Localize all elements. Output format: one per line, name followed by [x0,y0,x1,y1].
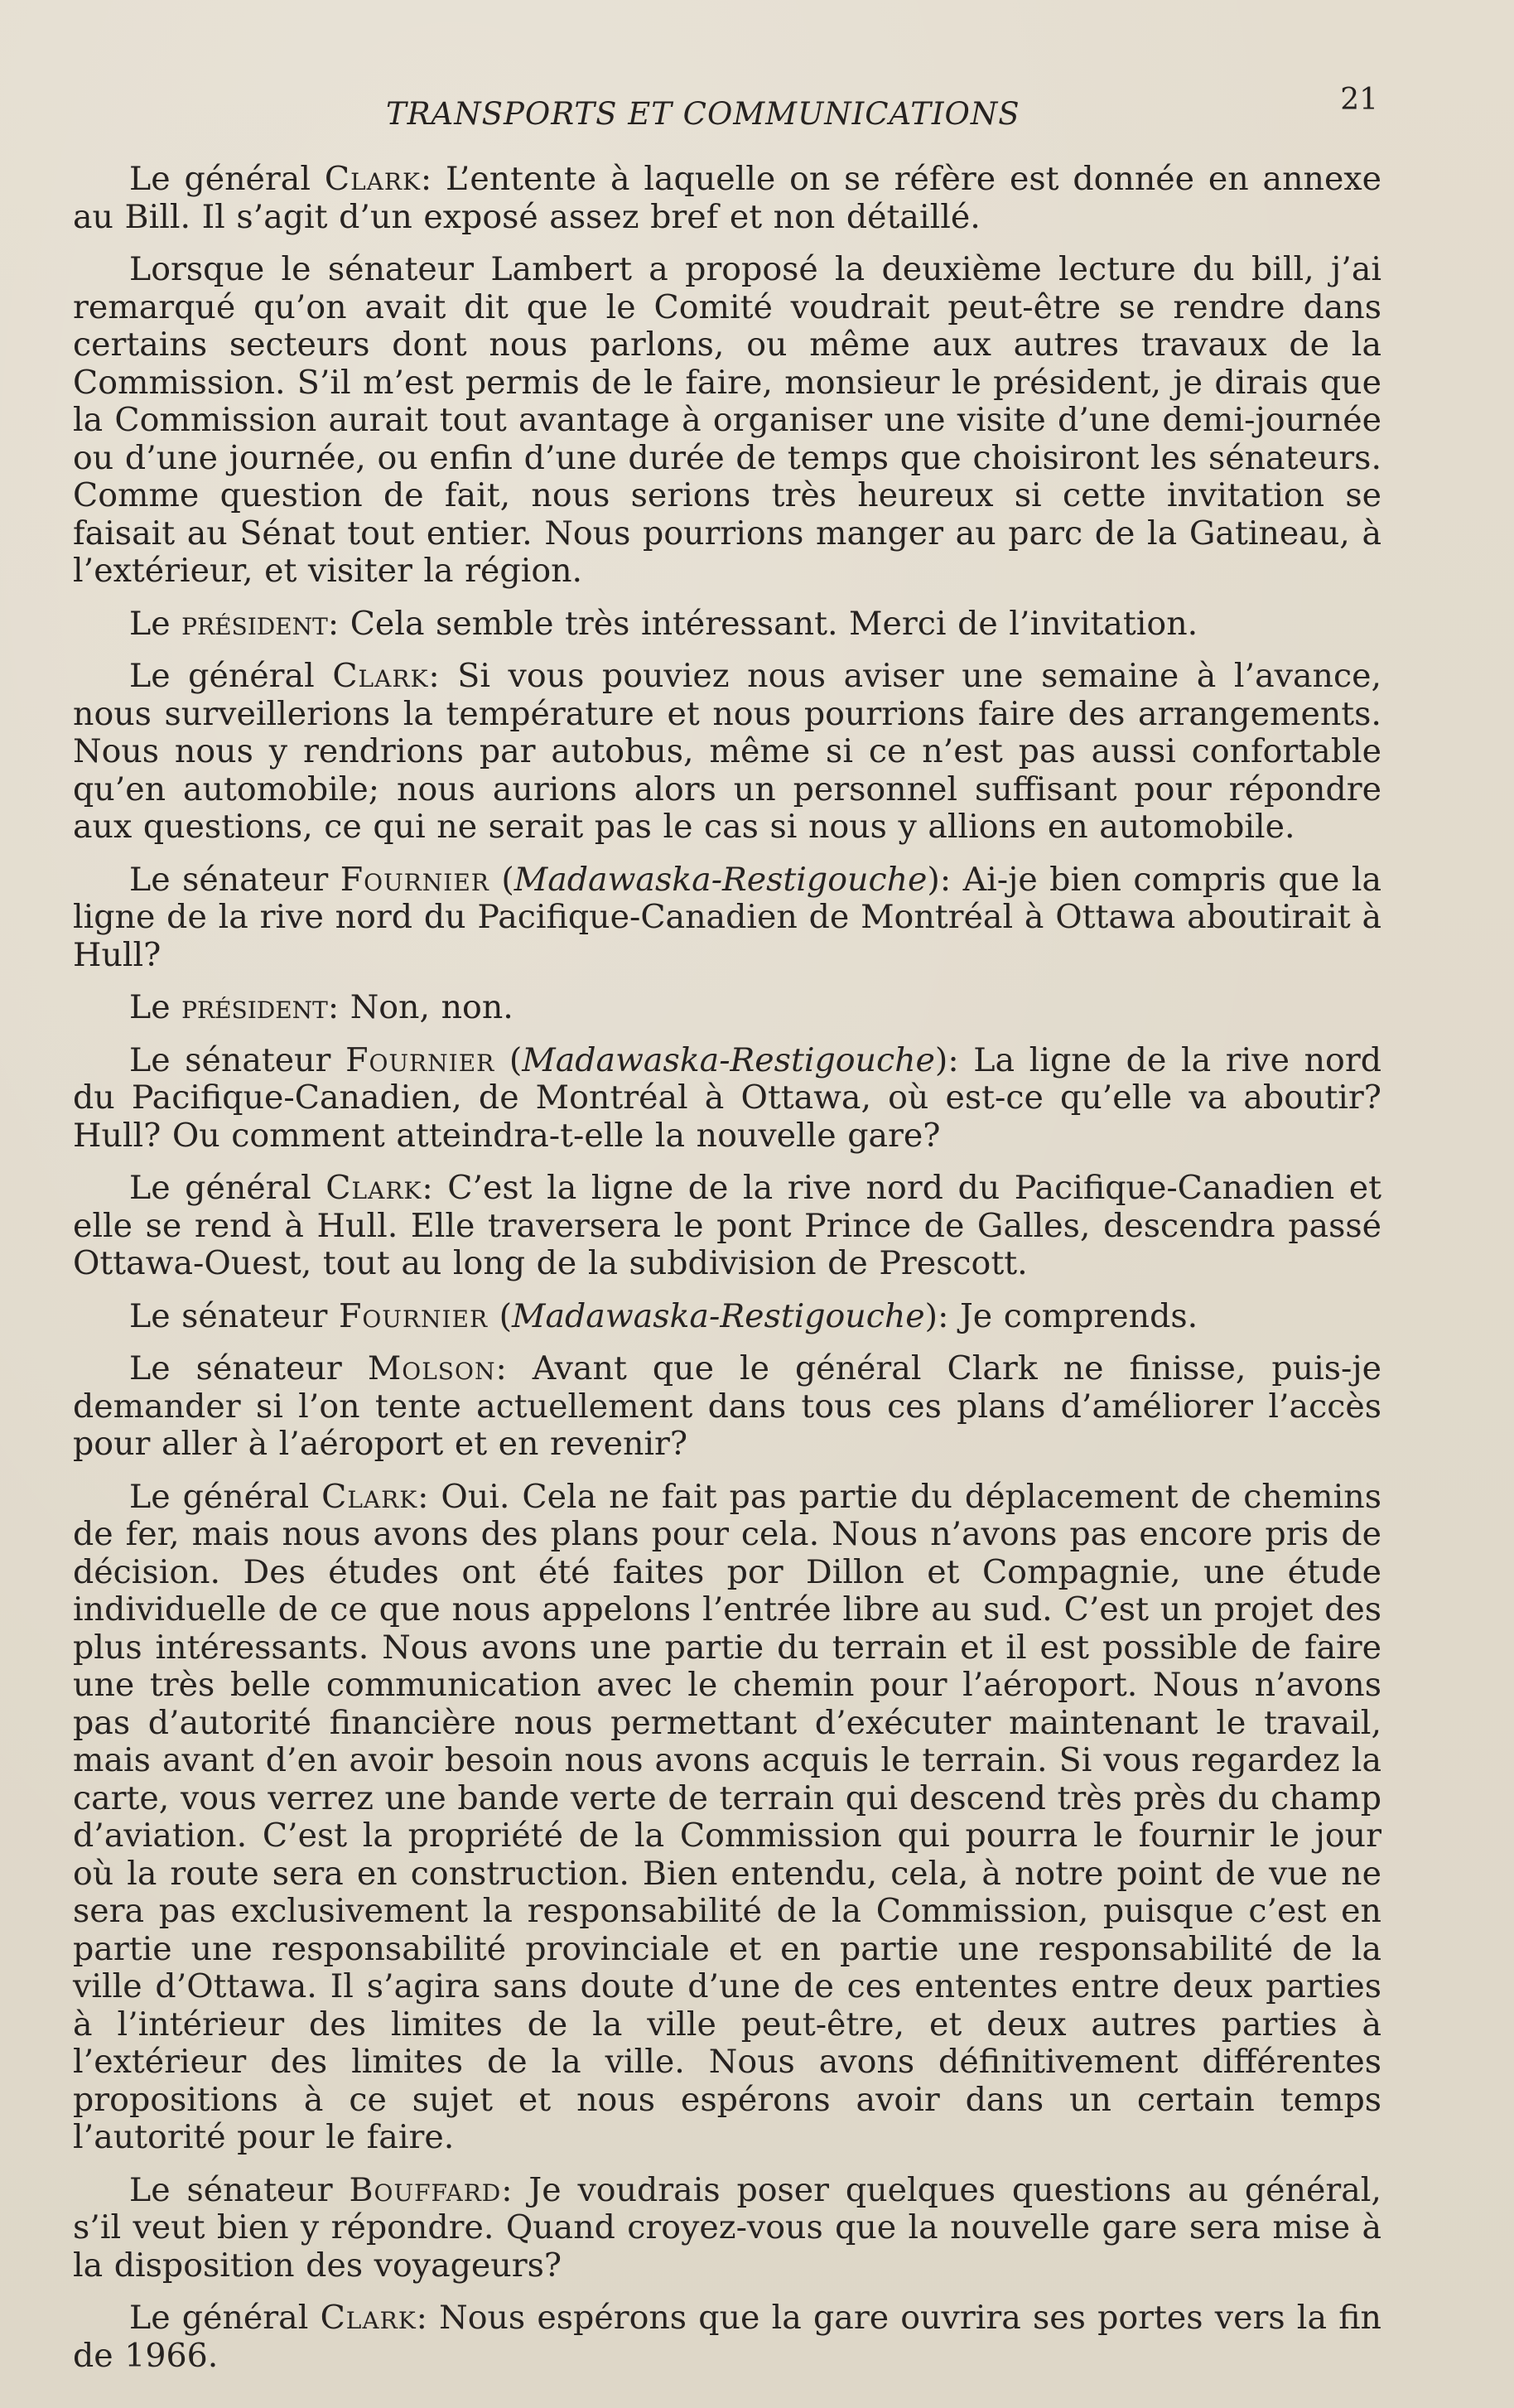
speaker-colon: : [327,988,340,1026]
speaker-name: Clark [325,1169,422,1207]
speaker-colon: : [327,604,340,643]
paragraph [73,989,1381,1027]
paragraph-text: Ai-je bien compris que la ligne de la rive nord du Pacifique-Canadien de Montréal à Ottawa aboutirait à Hull? [73,860,1382,974]
speaker-name: Molson [367,1349,496,1387]
speaker-name: Clark [321,1477,418,1516]
paragraph-text: Nous espérons que la gare ouvrira ses portes vers la fin de 1966. [73,2299,1381,2375]
speaker-title: Le sénateur [129,1349,342,1387]
speaker-name: président [181,988,328,1026]
speaker-colon: : [428,657,440,695]
page-number: 21 [1340,83,1378,117]
speaker-title: Le général [129,657,315,695]
speaker-constituency: Madawaska-Restigouche [512,1296,925,1335]
running-header [73,83,1381,133]
speaker-colon: : [939,860,952,899]
paragraph-text: Cela semble très intéressant. Merci de l’invitation. [339,604,1198,643]
paragraph-text: Lorsque le sénateur Lambert a proposé la deuxième lecture du bill, j’ai remarqué qu’on avait dit que le Comité voudrait peut-être se rendre dans certains secteurs dont nous parlons, ou même aux autres travaux de la Commission. S’il m’est permis de le faire, monsieur le président, je dirais que la Commission aurait tout avantage à organiser une visite d’une demi-journée ou d’une journée, ou enfin d’une durée de temps que choisiront les sénateurs. Comme question de fait, nous serions très heureux si cette invitation se faisait au Sénat tout entier. Nous pourrions manger au parc de la Gatineau, à l’extérieur, et visiter la région. [73,250,1381,590]
paragraph [73,2172,1381,2285]
paragraph [73,1479,1381,2157]
paragraph-text: Je voudrais poser quelques questions au général, s’il veut bien y répondre. Quand croyez-vous que la nouvelle gare sera mise à la disposition des voyageurs? [73,2170,1381,2285]
speaker-name: Clark [324,160,421,198]
speaker-title: Le général [129,1169,311,1207]
running-title: TRANSPORTS ET COMMUNICATIONS [386,96,1020,132]
speaker-title: Le sénateur [129,2170,333,2209]
paragraph-text: Oui. Cela ne fait pas partie du déplacement de chemins de fer, mais nous avons des plans pour cela. Nous n’avons pas encore pris de décision. Des études ont été faites por Dillon et Compagnie, une étude individuelle de ce que nous appelons l’entrée libre au sud. C’est un projet des plus intéressants. Nous avons une partie du terrain et il est possible de faire une très belle communication avec le chemin pour l’aéroport. Nous n’avons pas d’autorité financière nous permettant d’exécuter maintenant le travail, mais avant d’en avoir besoin nous avons acquis le terrain. Si vous regardez la carte, vous verrez une bande verte de terrain qui descend très près du champ d’aviation. C’est la propriété de la Commission qui pourra le fournir le jour où la route sera en construction. Bien entendu, cela, à notre point de vue ne sera pas exclusivement la responsabilité de la Commission, puisque c’est en partie une responsabilité provinciale et en partie une responsabilité de la ville d’Ottawa. Il s’agira sans doute d’une de ces ententes entre deux parties à l’intérieur des limites de la ville peut-être, et deux autres parties à l’extérieur des limites de la ville. Nous avons définitivement différentes propositions à ce sujet et nous espérons avoir dans un certain temps l’autorité pour le faire. [73,1477,1381,2156]
speaker-title: Le [129,604,171,643]
speaker-name: président [181,604,328,643]
speaker-colon: : [420,160,432,198]
speaker-title: Le sénateur [129,860,329,899]
paragraph-text: L’entente à laquelle on se réfère est donnée en annexe au Bill. Il s’agit d’un exposé assez bref et non détaillé. [73,160,1381,236]
speaker-colon: : [495,1349,507,1387]
speaker-colon: : [422,1169,433,1207]
speaker-title: Le général [129,2299,309,2337]
paragraph-text: Je comprends. [948,1296,1198,1335]
paragraph [73,161,1381,236]
speaker-name: Clark [332,657,429,695]
speaker-constituency: Madawaska-Restigouche [522,1040,935,1079]
speaker-colon: : [416,2299,427,2337]
paragraph [73,658,1381,847]
speaker-name: Fournier [340,860,489,899]
paragraph-text: C’est la ligne de la rive nord du Pacifique-Canadien et elle se rend à Hull. Elle traversera le pont Prince de Galles, descendra passé Ottawa-Ouest, tout au long de la subdivision de Prescott. [73,1169,1381,1282]
paragraph-text: Non, non. [339,988,514,1026]
speaker-title: Le général [129,1477,310,1516]
speaker-name: Bouffard [349,2170,502,2209]
paragraph-text: La ligne de la rive nord du Pacifique-Canadien, de Montréal à Ottawa, où est-ce qu’elle va aboutir? Hull? Ou comment atteindra-t-elle la nouvelle gare? [73,1040,1382,1155]
speaker-name: Clark [320,2299,417,2337]
paragraph-text: Avant que le général Clark ne finisse, puis-je demander si l’on tente actuellement dans tous ces plans d’améliorer l’accès pour aller à l’aéroport et en revenir? [73,1349,1381,1463]
speaker-constituency: Madawaska-Restigouche [514,860,928,899]
paragraph: Le sénateur Fournier (Madawaska-Restigouche): Ai-je bien compris que la ligne de la rive nord du Pacifique-Canadien de Montréal à Ottawa aboutirait à Hull? [73,860,1382,974]
paragraph [73,2299,1381,2375]
paragraph [73,1170,1381,1283]
paragraph: Le sénateur Fournier (Madawaska-Restigouche): La ligne de la rive nord du Pacifique-Canadien, de Montréal à Ottawa, où est-ce qu’elle va aboutir? Hull? Ou comment atteindra-t-elle la nouvelle gare? [73,1040,1382,1155]
paragraph [73,1350,1381,1464]
speaker-name: Fournier [345,1040,495,1079]
paragraph [73,606,1381,644]
speaker-colon: : [938,1296,949,1335]
paragraph-text: Si vous pouviez nous aviser une semaine à l’avance, nous surveillerions la température et nous pourrions faire des arrangements. Nous nous y rendrions par autobus, même si ce n’est pas aussi confortable qu’en automobile; nous aurions alors un personnel suffisant pour répondre aux questions, ce qui ne serait pas le cas si nous y allions en automobile. [73,657,1381,846]
speaker-title: Le général [129,160,311,198]
speaker-colon: : [417,1477,429,1516]
speaker-title: Le sénateur [129,1296,328,1335]
speaker-colon: : [501,2170,513,2209]
speaker-colon: : [947,1040,959,1079]
paragraph: Le sénateur Fournier (Madawaska-Restigouche): Je comprends. [129,1296,1198,1335]
speaker-name: Fournier [338,1296,489,1335]
paragraph [73,251,1381,591]
speaker-title: Le [129,988,171,1026]
transcript-body [73,161,1381,2375]
speaker-title: Le sénateur [129,1040,331,1079]
